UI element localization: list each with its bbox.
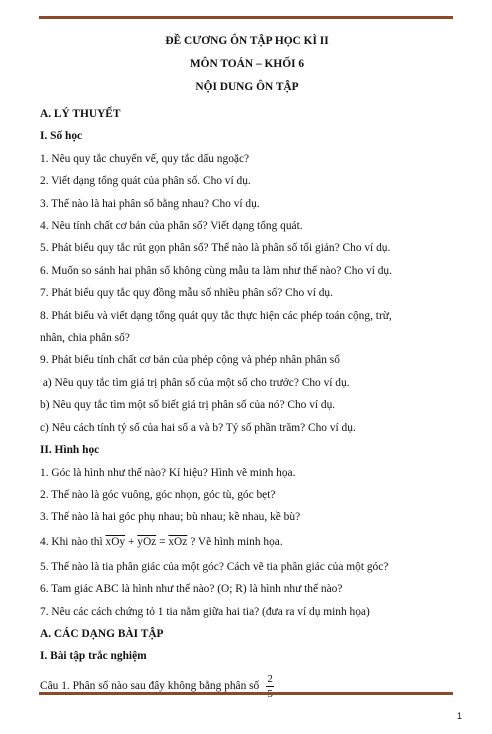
list-item: nhân, chia phân số? [40,332,130,345]
list-item: 3. Thế nào là hai phân số bằng nhau? Cho ví dụ. [40,197,260,210]
bottom-rule [39,692,453,695]
angle-symbol: $\overline{yOz}$ [137,535,157,548]
list-item: a) Nêu quy tắc tìm giá trị phân số của một số cho trước? Cho ví dụ. [40,376,350,389]
equals-sign: = [156,535,169,548]
fraction-bar [266,686,274,687]
list-item: b) Nêu quy tắc tìm một số biết giá trị phân số của nó? Cho ví dụ. [40,399,336,412]
list-item: 5. Phát biểu quy tắc rút gọn phân số? Thế nào là phân số tối giản? Cho ví dụ. [40,242,391,255]
list-item: c) Nêu cách tính tỷ số của hai số a và b? Tỷ số phần trăm? Cho ví dụ. [40,421,356,434]
list-item: 1. Nêu quy tắc chuyển vế, quy tắc dấu ngoặc? [40,152,250,165]
list-item: 7. Nêu các cách chứng tỏ 1 tia nằm giữa hai tia? (đưa ra ví dụ minh họa) [40,605,370,618]
doc-section-title: NỘI DUNG ÔN TẬP [195,81,299,93]
list-item: 5. Thế nào là tia phân giác của một góc? Cách vẽ tia phân giác của một góc? [40,560,389,573]
text: 4. Khi nào thì [40,535,106,548]
arith-list [40,148,454,439]
list-item: 9. Phát biểu tính chất cơ bản của phép cộng và phép nhân phân số [40,354,340,367]
arith-heading: I. Số học [40,130,83,143]
top-rule [39,16,453,19]
list-item: 3. Thế nào là hai góc phụ nhau; bù nhau; kề nhau, kề bù? [40,511,301,524]
theory-heading: A. LÝ THUYẾT [40,108,121,120]
text: ? Vẽ hình minh họa. [187,535,283,548]
angle-symbol: $\overline{xOz}$ [168,535,188,548]
list-item: 7. Phát biểu quy tắc quy đồng mẫu số nhiều phân số? Cho ví dụ. [40,287,333,300]
fraction [266,673,274,700]
exercises-heading: A. CÁC DẠNG BÀI TẬP [40,627,164,640]
geo-list [40,462,454,623]
document-body [40,30,454,701]
list-item: 2. Thế nào là góc vuông, góc nhọn, góc tù, góc bẹt? [40,488,276,501]
page-number: 1 [457,711,463,721]
fraction-numerator: 2 [267,672,273,685]
list-item-angle-sum [40,529,454,556]
doc-subject: MÔN TOÁN – KHỐI 6 [189,58,305,70]
mc-heading: I. Bài tập trắc nghiệm [40,650,147,663]
angle-symbol: $\overline{xOy}$ [105,535,126,548]
list-item: 2. Viết dạng tổng quát của phân số. Cho ví dụ. [40,175,251,188]
plus-sign: + [125,535,138,548]
list-item: 8. Phát biểu và viết dạng tổng quát quy tắc thực hiện các phép toán cộng, trừ, [40,309,392,322]
list-item: 1. Góc là hình như thế nào? Kí hiệu? Hình vẽ minh họa. [40,466,296,479]
question-1 [40,671,454,701]
list-item: 4. Nêu tính chất cơ bản của phân số? Viết dạng tổng quát. [40,220,303,233]
list-item: 6. Muốn so sánh hai phân số không cùng mẫu ta làm như thế nào? Cho ví dụ. [40,264,392,277]
doc-title: ĐỀ CƯƠNG ÔN TẬP HỌC KÌ II [165,35,329,47]
geo-heading: II. Hình học [40,444,100,457]
question-text: Câu 1. Phân số nào sau đây không bằng phân số [40,679,260,692]
list-item: 6. Tam giác ABC là hình như thế nào? (O; R) là hình như thế nào? [40,583,343,596]
